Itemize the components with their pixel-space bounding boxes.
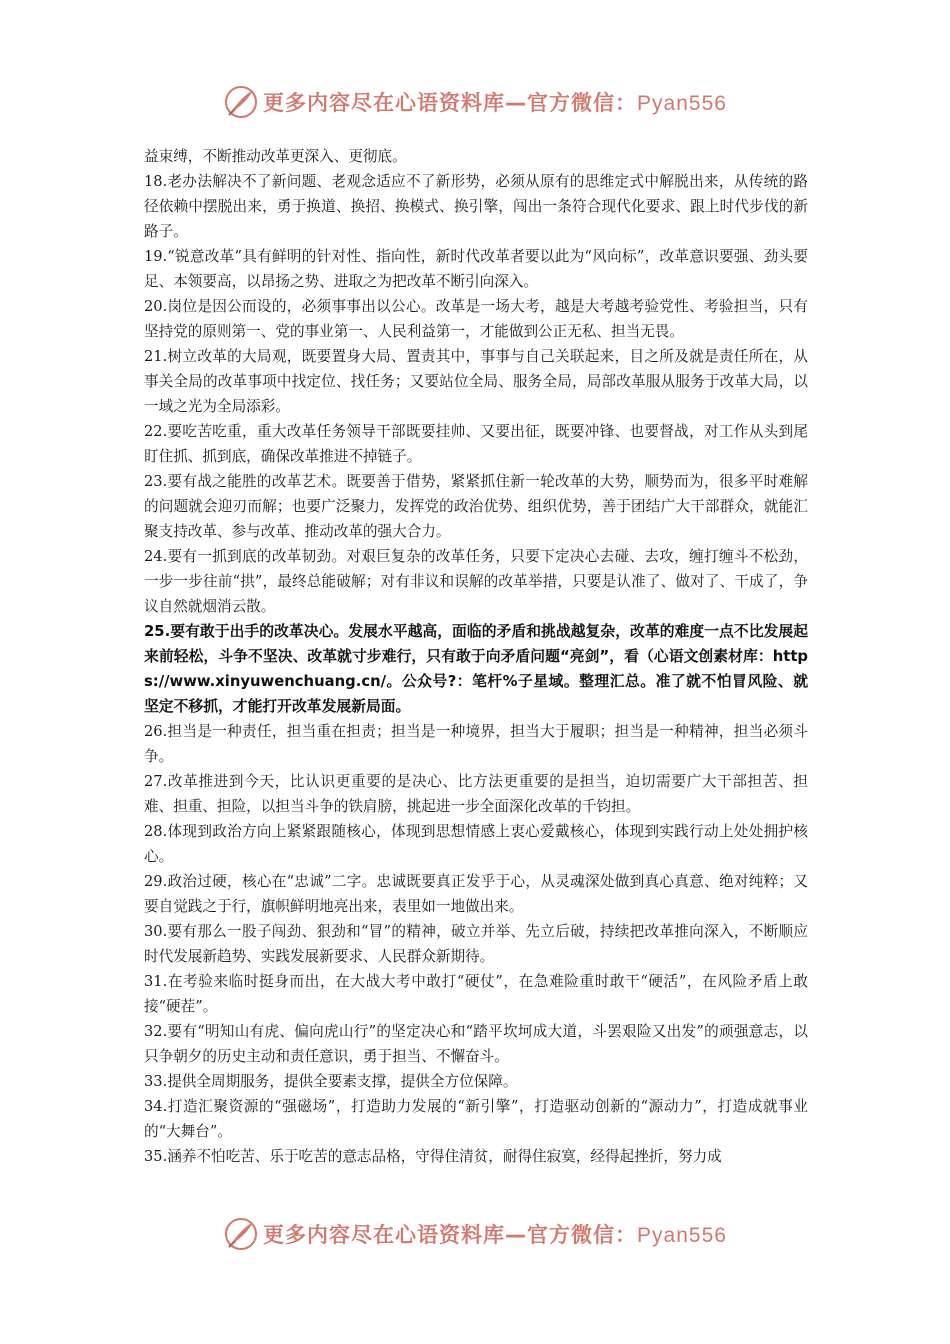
paragraph: 27.改革推进到今天，比认识更重要的是决心、比方法更重要的是担当，迫切需要广大干部担苦、担难、担重、担险，以担当斗争的铁肩膀，挑起进一步全面深化改革的千钧担。 <box>144 773 808 815</box>
paragraph: 35.涵养不怕吃苦、乐于吃苦的意志品格，守得住清贫，耐得住寂寞，经得起挫折，努力成 <box>144 1148 722 1165</box>
paragraph: 21.树立改革的大局观，既要置身大局、置责其中，事事与自己关联起来，目之所及就是责任所在，从事关全局的改革事项中找定位、找任务；又要站位全局、服务全局，局部改革服从服务于改革大局，以一域之光为全局添彩。 <box>144 348 808 415</box>
paragraph-highlighted: 25.要有敢于出手的改革决心。发展水平越高，面临的矛盾和挑战越复杂，改革的难度一点不比发展起来前轻松，斗争不坚决、改革就寸步难行，只有敢于向矛盾问题“亮剑”，看（心语文创素材库：https://www.xinyuwenchuang.cn/。公众号?：笔杆%子星域。整理汇总。准了就不怕冒风险、就坚定不移抓，才能打开改革发展新局面。 <box>144 623 808 715</box>
banner-text: 更多内容尽在心语资料库—官方微信：Pyan556 <box>263 1223 727 1247</box>
paragraph: 24.要有一抓到底的改革韧劲。对艰巨复杂的改革任务，只要下定决心去碰、去攻，缠打缠斗不松劲，一步一步往前“拱”，最终总能破解；对有非议和误解的改革举措，只要是认准了、做对了、干成了，争议自然就烟消云散。 <box>144 548 808 615</box>
paragraph: 18.老办法解决不了新问题、老观念适应不了新形势，必须从原有的思维定式中解脱出来，从传统的路径依赖中摆脱出来，勇于换道、换招、换模式、换引擎，闯出一条符合现代化要求、跟上时代步伐的新路子。 <box>144 173 808 240</box>
quill-logo-icon <box>223 84 259 120</box>
paragraph: 30.要有那么一股子闯劲、狠劲和“冒”的精神，破立并举、先立后破，持续把改革推向深入，不断顺应时代发展新趋势、实践发展新要求、人民群众新期待。 <box>144 923 808 965</box>
footer-banner <box>0 1212 950 1256</box>
paragraph: 29.政治过硬，核心在“忠诚”二字。忠诚既要真正发乎于心，从灵魂深处做到真心真意、绝对纯粹；又要自觉践之于行，旗帜鲜明地亮出来，表里如一地做出来。 <box>144 873 808 915</box>
paragraph: 34.打造汇聚资源的“强磁场”，打造助力发展的“新引擎”，打造驱动创新的“源动力”，打造成就事业的“大舞台”。 <box>144 1098 808 1140</box>
paragraph: 26.担当是一种责任，担当重在担责；担当是一种境界，担当大于履职；担当是一种精神，担当必须斗争。 <box>144 723 808 765</box>
paragraph: 28.体现到政治方向上紧紧跟随核心，体现到思想情感上衷心爱戴核心，体现到实践行动上处处拥护核心。 <box>144 823 808 865</box>
paragraph: 31.在考验来临时挺身而出，在大战大考中敢打“硬仗”，在急难险重时敢干“硬活”，在风险矛盾上敢接“硬茬”。 <box>144 973 808 1015</box>
paragraph: 20.岗位是因公而设的，必须事事出以公心。改革是一场大考，越是大考越考验党性、考验担当，只有坚持党的原则第一、党的事业第一、人民利益第一，才能做到公正无私、担当无畏。 <box>144 298 808 340</box>
paragraph: 益束缚，不断推动改革更深入、更彻底。 <box>144 148 407 165</box>
banner-text: 更多内容尽在心语资料库—官方微信：Pyan556 <box>263 91 727 115</box>
paragraph: 19.“锐意改革”具有鲜明的针对性、指向性，新时代改革者要以此为“风向标”，改革意识要强、劲头要足、本领要高，以昂扬之势、进取之为把改革不断引向深入。 <box>144 248 808 290</box>
paragraph: 23.要有战之能胜的改革艺术。既要善于借势，紧紧抓住新一轮改革的大势，顺势而为，很多平时难解的问题就会迎刃而解；也要广泛聚力，发挥党的政治优势、组织优势，善于团结广大干部群众，就能汇聚支持改革、参与改革、推动改革的强大合力。 <box>144 473 808 540</box>
document-body <box>144 144 808 1169</box>
header-banner <box>0 80 950 124</box>
quill-logo-icon <box>223 1216 259 1252</box>
paragraph: 33.提供全周期服务，提供全要素支撑，提供全方位保障。 <box>144 1073 518 1090</box>
paragraph: 32.要有“明知山有虎、偏向虎山行”的坚定决心和“踏平坎坷成大道，斗罢艰险又出发”的顽强意志，以只争朝夕的历史主动和责任意识，勇于担当、不懈奋斗。 <box>144 1023 808 1065</box>
paragraph: 22.要吃苦吃重，重大改革任务领导干部既要挂帅、又要出征，既要冲锋、也要督战，对工作从头到尾盯住抓、抓到底，确保改革推进不掉链子。 <box>144 423 808 465</box>
